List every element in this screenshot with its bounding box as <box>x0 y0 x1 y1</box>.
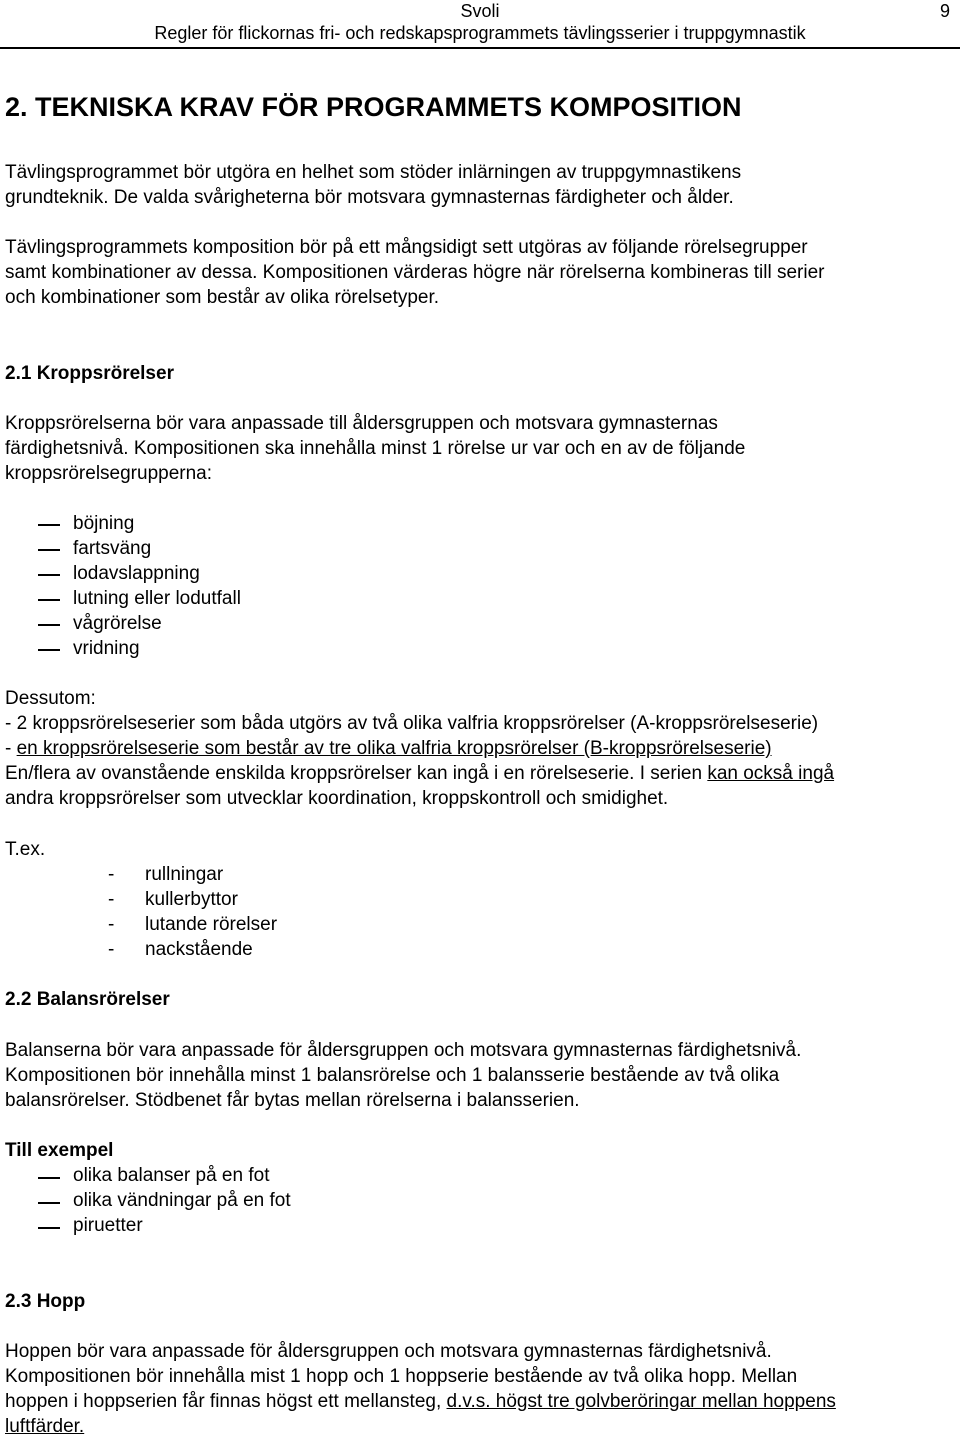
section-2-1-p1-line1: Kroppsrörelserna bör vara anpassade till åldersgruppen och motsvara gymnasternas <box>5 413 718 434</box>
series-note-line1 <box>5 761 834 786</box>
dash-bullet-icon <box>38 599 60 601</box>
section-2-1-p1-line3: kroppsrörelsegrupperna: <box>5 463 213 484</box>
series-note-line2: andra kroppsrörelser som utvecklar koordination, kroppskontroll och smidighet. <box>5 788 669 809</box>
section-2-p2-line1: Tävlingsprogrammets komposition bör på ett mångsidigt sett utgöras av följande rörelsegrupper <box>5 237 808 258</box>
section-2-3-line1: Hoppen bör vara anpassade för åldersgruppen och motsvara gymnasternas färdighetsnivå. <box>5 1341 772 1362</box>
series-note-text: En/flera av ovanstående enskilda kroppsrörelser kan ingå i en rörelseserie. I serien <box>5 763 708 784</box>
list-item: lodavslappning <box>73 563 200 584</box>
till-exempel-label: Till exempel <box>5 1140 114 1161</box>
hyphen-bullet: - <box>108 939 115 960</box>
list-item: nackstående <box>145 939 253 960</box>
dash-bullet-icon <box>38 649 60 651</box>
section-2-p1-line1: Tävlingsprogrammet bör utgöra en helhet som stöder inlärningen av truppgymnastikens <box>5 162 742 183</box>
hyphen-bullet: - <box>108 889 115 910</box>
dash-bullet-icon <box>38 624 60 626</box>
dash-bullet-icon <box>38 1202 60 1204</box>
page-number: 9 <box>939 1 950 21</box>
document-title: Svoli <box>460 1 500 21</box>
list-item: lutande rörelser <box>145 914 278 935</box>
list-item: lutning eller lodutfall <box>73 588 241 609</box>
list-item: rullningar <box>145 864 224 885</box>
section-2-2-heading: 2.2 Balansrörelser <box>5 989 170 1010</box>
section-2-p1-line2: grundteknik. De valda svårigheterna bör motsvara gymnasternas färdigheter och ålder. <box>5 187 734 208</box>
hyphen-bullet: - <box>108 864 115 885</box>
requirement-b-series <box>5 736 772 761</box>
dash-bullet-icon <box>38 574 60 576</box>
dash-bullet-icon <box>38 524 60 526</box>
list-item: böjning <box>73 513 135 534</box>
section-2-3-line3-text: hoppen i hoppserien får finnas högst ett mellansteg, <box>5 1391 447 1412</box>
section-2-p2-line2: samt kombinationer av dessa. Kompositionen värderas högre när rörelserna kombineras till serier <box>5 262 825 283</box>
section-2-1-heading: 2.1 Kroppsrörelser <box>5 363 174 384</box>
list-item: olika balanser på en fot <box>73 1165 270 1186</box>
section-2-heading: 2. TEKNISKA KRAV FÖR PROGRAMMETS KOMPOSITION <box>5 92 742 122</box>
section-2-3-line2: Kompositionen bör innehålla mist 1 hopp och 1 hoppserie bestående av två olika hopp. Mellan <box>5 1366 798 1387</box>
list-item: fartsväng <box>73 538 152 559</box>
section-2-3-line4: luftfärder. <box>5 1416 85 1437</box>
list-item: piruetter <box>73 1215 143 1236</box>
list-item: vridning <box>73 638 140 659</box>
section-2-2-line1: Balanserna bör vara anpassade för åldersgruppen och motsvara gymnasternas färdighetsnivå. <box>5 1040 802 1061</box>
section-2-3-line3 <box>5 1389 836 1414</box>
requirement-prefix: - <box>5 738 17 759</box>
requirement-b-text: en kroppsrörelseserie som består av tre olika valfria kroppsrörelser (B-kroppsrörelseserie) <box>16 738 772 759</box>
list-item: kullerbyttor <box>145 889 238 910</box>
section-2-2-line2: Kompositionen bör innehålla minst 1 balansrörelse och 1 balansserie bestående av två olika <box>5 1065 780 1086</box>
document-subtitle: Regler för flickornas fri- och redskapsprogrammets tävlingsserier i truppgymnastik <box>154 23 806 43</box>
section-2-3-line3-underlined: d.v.s. högst tre golvberöringar mellan hoppens <box>446 1391 836 1412</box>
requirement-a-series: - 2 kroppsrörelseserier som båda utgörs av två olika valfria kroppsrörelser (A-kroppsrörelseserie) <box>5 713 819 734</box>
list-item: vågrörelse <box>73 613 162 634</box>
dessutom-label: Dessutom: <box>5 688 96 709</box>
section-2-3-heading: 2.3 Hopp <box>5 1291 86 1312</box>
dash-bullet-icon <box>38 1227 60 1229</box>
header-rule <box>0 47 960 49</box>
dash-bullet-icon <box>38 1177 60 1179</box>
hyphen-bullet: - <box>108 914 115 935</box>
section-2-2-line3: balansrörelser. Stödbenet får bytas mellan rörelserna i balansserien. <box>5 1090 580 1111</box>
section-2-p2-line3: och kombinationer som består av olika rörelsetyper. <box>5 287 440 308</box>
list-item: olika vändningar på en fot <box>73 1190 291 1211</box>
series-note-underlined: kan också ingå <box>707 763 835 784</box>
dash-bullet-icon <box>38 549 60 551</box>
tex-label: T.ex. <box>5 839 46 860</box>
section-2-1-p1-line2: färdighetsnivå. Kompositionen ska innehålla minst 1 rörelse ur var och en av de följande <box>5 438 746 459</box>
